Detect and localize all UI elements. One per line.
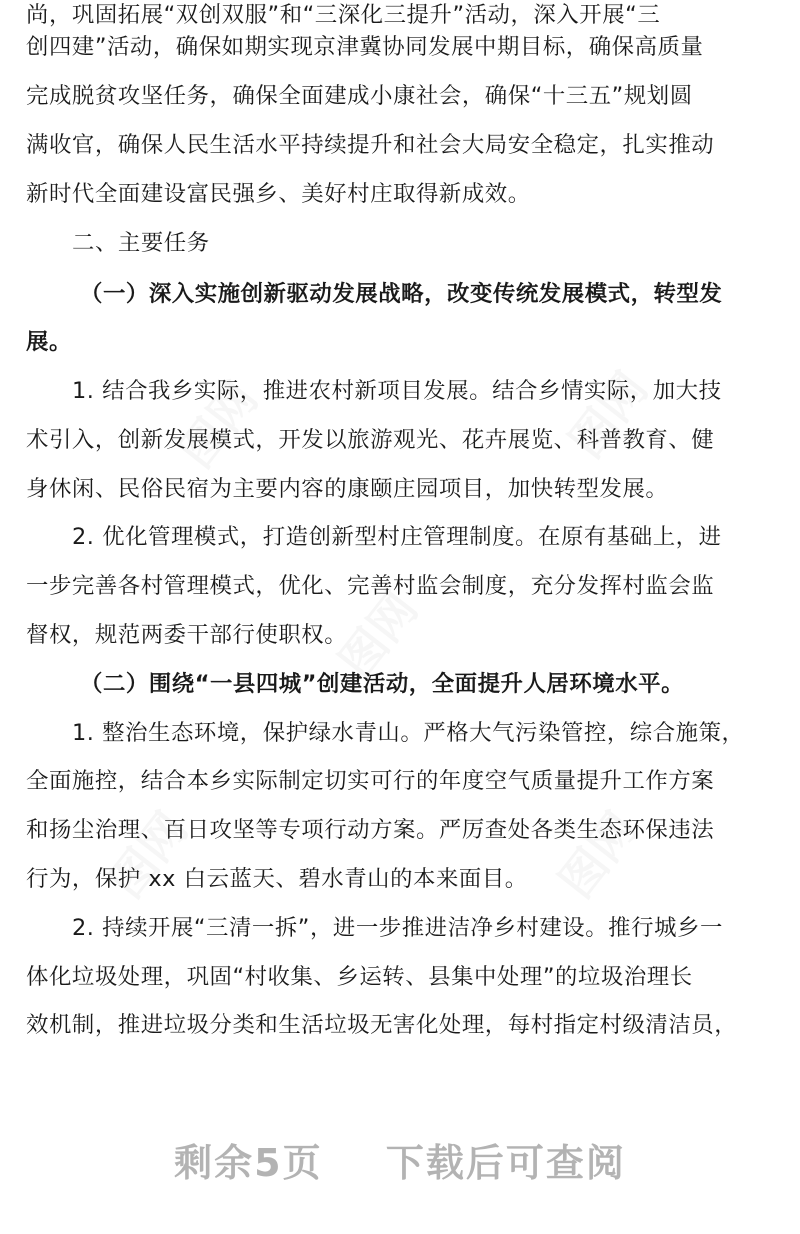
subsection-heading: （二）围绕“一县四城”创建活动，全面提升人居环境水平。 [80,671,685,697]
text-line: 满收官，确保人民生活水平持续提升和社会大局安全稳定，扎实推动 [26,132,715,158]
remaining-pages-text: 剩余5页 [174,1141,323,1185]
text-line: 行为，保护 xx 白云蓝天、碧水青山的本来面目。 [26,866,528,892]
text-line: 效机制，推进垃圾分类和生活垃圾无害化处理，每村指定村级清洁员， [26,1012,738,1038]
subsection-heading-cont: 展。 [26,329,72,355]
watermark: 图网 [548,801,648,908]
text-line: 创四建”活动，确保如期实现京津冀协同发展中期目标，确保高质量 [26,34,704,60]
text-line: 督权，规范两委干部行使职权。 [26,622,348,648]
text-line: 1. 结合我乡实际，推进农村新项目发展。结合乡情实际，加大技 [72,378,722,404]
text-line: 尚，巩固拓展“双创双服”和“三深化三提升”活动，深入开展“三 [26,2,661,28]
text-line: 1. 整治生态环境，保护绿水青山。严格大气污染管控，综合施策， [72,720,745,746]
watermark: 图网 [98,801,198,908]
text-line: 2. 持续开展“三清一拆”，进一步推进洁净乡村建设。推行城乡一 [72,915,723,941]
text-line: 体化垃圾处理，巩固“村收集、乡运转、县集中处理”的垃圾治理长 [26,964,693,990]
text-line: 完成脱贫攻坚任务，确保全面建成小康社会，确保“十三五”规划圆 [26,83,693,109]
text-line: 一步完善各村管理模式，优化、完善村监会制度，充分发挥村监会监 [26,573,715,599]
text-line: 和扬尘治理、百日攻坚等专项行动方案。严厉查处各类生态环保违法 [26,817,715,843]
text-line: 身休闲、民俗民宿为主要内容的康颐庄园项目，加快转型发展。 [26,476,669,502]
text-line: 新时代全面建设富民强乡、美好村庄取得新成效。 [26,181,531,207]
download-prompt[interactable] [0,1132,800,1187]
watermark: 图网 [558,361,658,468]
watermark: 图网 [328,581,428,688]
text-line: 2. 优化管理模式，打造创新型村庄管理制度。在原有基础上，进 [72,524,722,550]
download-to-view-text: 下载后可查阅 [385,1141,626,1185]
text-line: 全面施控，结合本乡实际制定切实可行的年度空气质量提升工作方案 [26,768,715,794]
subsection-heading: （一）深入实施创新驱动发展战略，改变传统发展模式，转型发 [80,281,723,307]
text-line: 术引入，创新发展模式，开发以旅游观光、花卉展览、科普教育、健 [26,427,715,453]
watermark: 图网 [168,371,268,478]
section-heading: 二、主要任务 [72,230,210,256]
